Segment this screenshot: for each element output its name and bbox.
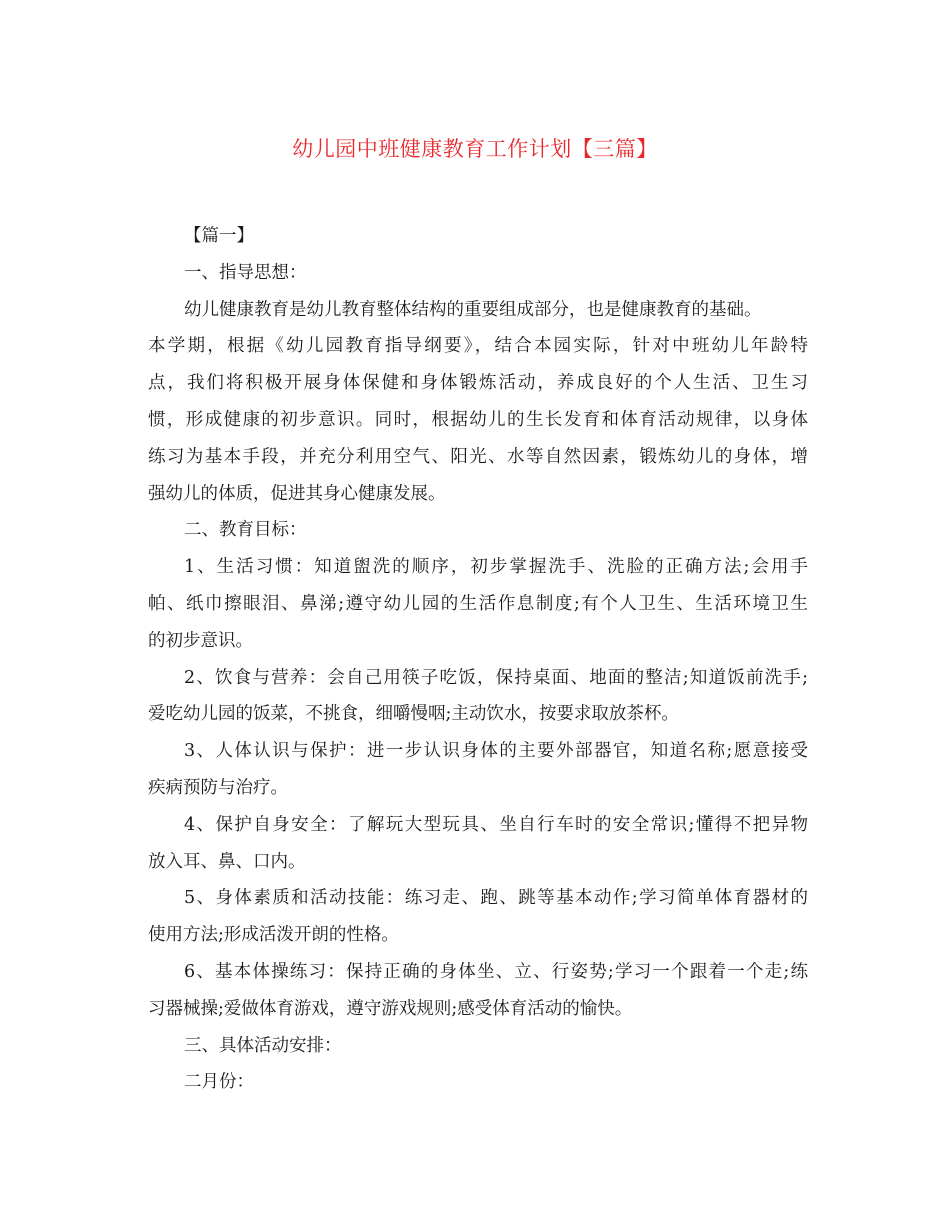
- goal-line: 爱吃幼儿园的饭菜，不挑食，细嚼慢咽;主动饮水，按要求取放茶杯。: [148, 704, 679, 725]
- heading-february: 二月份：: [184, 1072, 254, 1093]
- paragraph-line: 强幼儿的体质，促进其身心健康发展。: [148, 483, 446, 504]
- document-title: 幼儿园中班健康教育工作计划【三篇】: [292, 137, 658, 161]
- goal-line: 使用方法;形成活泼开朗的性格。: [148, 925, 399, 946]
- goal-line: 4、保护自身安全：了解玩大型玩具、坐自行车时的安全常识;懂得不把异物: [184, 814, 808, 835]
- goal-line: 2、饮食与营养：会自己用筷子吃饭，保持桌面、地面的整洁;知道饭前洗手;: [184, 667, 808, 688]
- goal-line: 放入耳、鼻、口内。: [148, 851, 306, 872]
- paragraph-line: 惯，形成健康的初步意识。同时，根据幼儿的生长发育和体育活动规律，以身体: [148, 409, 808, 430]
- goal-line: 习器械操;爱做体育游戏，遵守游戏规则;感受体育活动的愉快。: [148, 998, 633, 1019]
- goal-line: 3、人体认识与保护：进一步认识身体的主要外部器官，知道名称;愿意接受: [184, 741, 808, 762]
- paragraph-line: 幼儿健康教育是幼儿教育整体结构的重要组成部分，也是健康教育的基础。: [184, 299, 762, 320]
- section-heading-part-one: 【篇一】: [184, 226, 254, 246]
- document-body: [148, 218, 808, 1101]
- goal-line: 帕、纸巾擦眼泪、鼻涕;遵守幼儿园的生活作息制度;有个人卫生、生活环境卫生: [148, 593, 808, 614]
- goal-line: 疾病预防与治疗。: [148, 777, 288, 798]
- goal-line: 6、基本体操练习：保持正确的身体坐、立、行姿势;学习一个跟着一个走;练: [184, 961, 808, 982]
- heading-guiding-thought: 一、指导思想：: [184, 262, 307, 283]
- paragraph-line: 本学期，根据《幼儿园教育指导纲要》，结合本园实际，针对中班幼儿年龄特: [148, 336, 808, 357]
- goal-line: 的初步意识。: [148, 630, 253, 651]
- goal-line: 1、生活习惯：知道盥洗的顺序，初步掌握洗手、洗脸的正确方法;会用手: [184, 557, 808, 578]
- heading-education-goals: 二、教育目标：: [184, 520, 307, 541]
- paragraph-line: 点，我们将积极开展身体保健和身体锻炼活动，养成良好的个人生活、卫生习: [148, 373, 808, 394]
- paragraph-line: 练习为基本手段，并充分利用空气、阳光、水等自然因素，锻炼幼儿的身体，增: [148, 446, 808, 467]
- goal-line: 5、身体素质和活动技能：练习走、跑、跳等基本动作;学习简单体育器材的: [184, 888, 808, 909]
- heading-activity-schedule: 三、具体活动安排：: [184, 1035, 342, 1056]
